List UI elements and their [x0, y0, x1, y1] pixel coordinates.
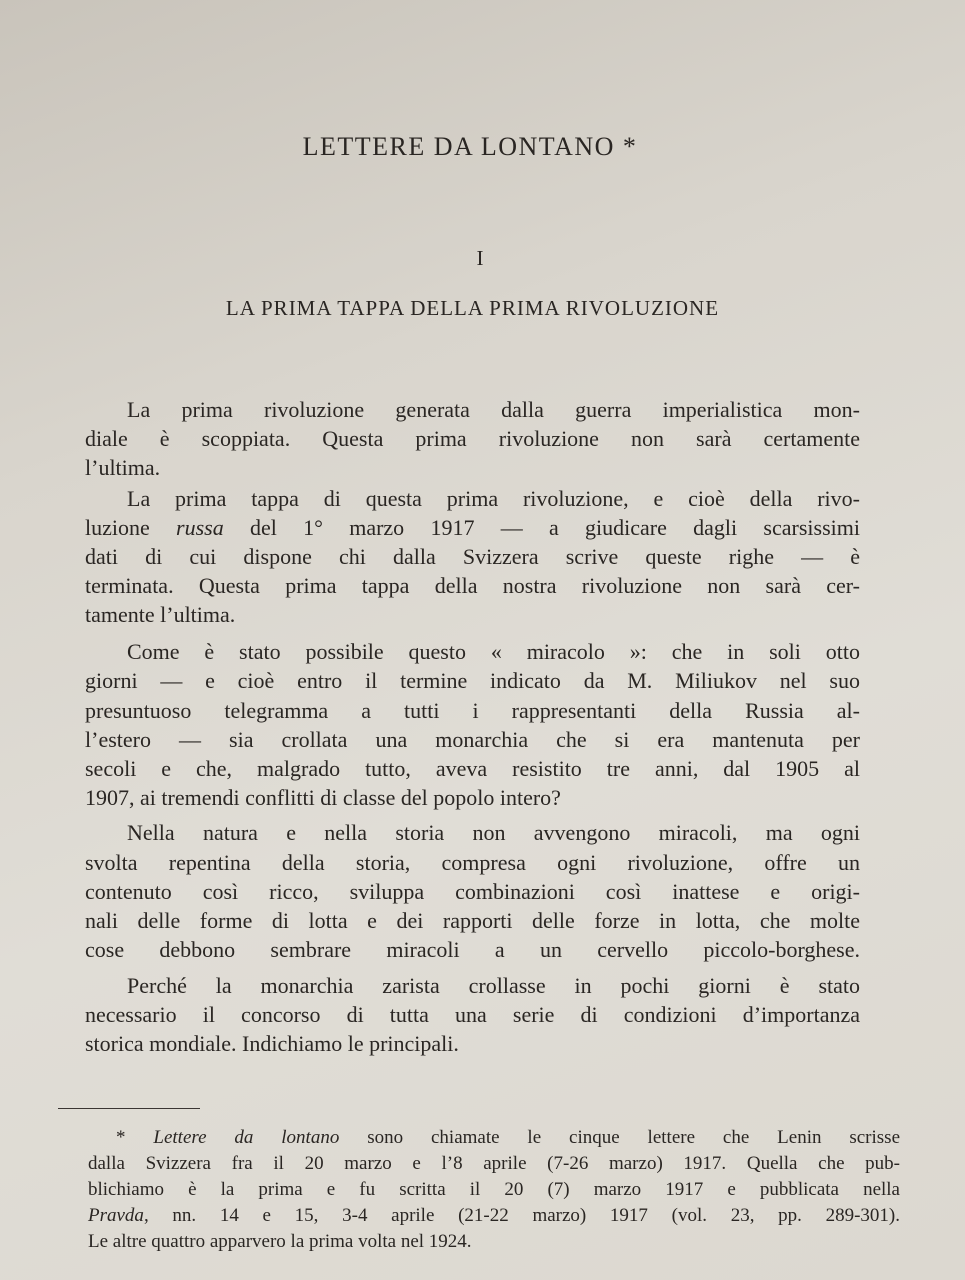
- body-line: necessario il concorso di tutta una serie di condizioni d’importanza: [85, 1002, 860, 1027]
- body-line: Nella natura e nella storia non avvengono miracoli, ma ogni: [127, 820, 860, 845]
- footnote-line: Le altre quattro apparvero la prima volta nel 1924.: [88, 1231, 472, 1252]
- body-line: La prima rivoluzione generata dalla guerra imperialistica mon-: [127, 397, 860, 422]
- text: del 1° marzo 1917 — a giudicare dagli scarsissimi: [223, 515, 860, 540]
- italic-text: Pravda: [88, 1205, 144, 1226]
- body-line: La prima tappa di questa prima rivoluzione, e cioè della rivo-: [127, 486, 860, 511]
- body-line: giorni — e cioè entro il termine indicato da M. Miliukov nel suo: [85, 668, 860, 693]
- body-line: 1907, ai tremendi conflitti di classe del popolo intero?: [85, 785, 561, 810]
- text: *: [116, 1127, 154, 1148]
- footnote-line: dalla Svizzera fra il 20 marzo e l’8 aprile (7-26 marzo) 1917. Quella che pub-: [88, 1153, 900, 1174]
- text: , nn. 14 e 15, 3-4 aprile (21-22 marzo) 1917 (vol. 23, pp. 289-301).: [143, 1205, 900, 1226]
- body-line: cose debbono sembrare miracoli a un cervello piccolo-borghese.: [85, 937, 860, 962]
- footnote-line: [88, 1203, 900, 1228]
- body-line: storica mondiale. Indichiamo le principali.: [85, 1031, 459, 1056]
- body-line: dati di cui dispone chi dalla Svizzera scrive queste righe — è: [85, 544, 860, 569]
- footnote-line: [116, 1125, 900, 1150]
- italic-text: Lettere da lontano: [153, 1127, 340, 1148]
- page-title: LETTERE DA LONTANO *: [302, 132, 638, 161]
- body-line: l’estero — sia crollata una monarchia che si era mantenuta per: [85, 727, 860, 752]
- footnote-divider: [58, 1108, 200, 1109]
- italic-text: russa: [176, 515, 224, 540]
- body-line: contenuto così ricco, sviluppa combinazioni così inattese e origi-: [85, 879, 860, 904]
- body-line: l’ultima.: [85, 455, 161, 480]
- body-line: terminata. Questa prima tappa della nostra rivoluzione non sarà cer-: [85, 573, 860, 598]
- body-line: nali delle forme di lotta e dei rapporti delle forze in lotta, che molte: [85, 908, 860, 933]
- body-line: Come è stato possibile questo « miracolo »: che in soli otto: [127, 639, 860, 664]
- footnote-line: blichiamo è la prima e fu scritta il 20 (7) marzo 1917 e pubblicata nella: [88, 1179, 900, 1200]
- body-line: [85, 513, 860, 542]
- body-line: Perché la monarchia zarista crollasse in pochi giorni è stato: [127, 973, 860, 998]
- body-line: diale è scoppiata. Questa prima rivoluzione non sarà certamente: [85, 426, 860, 451]
- text: luzione: [85, 515, 177, 540]
- body-line: secoli e che, malgrado tutto, aveva resistito tre anni, dal 1905 al: [85, 756, 860, 781]
- body-line: tamente l’ultima.: [85, 602, 236, 627]
- chapter-title: LA PRIMA TAPPA DELLA PRIMA RIVOLUZIONE: [225, 296, 720, 320]
- chapter-number: I: [476, 246, 484, 270]
- text: sono chiamate le cinque lettere che Lenin scrisse: [339, 1127, 901, 1148]
- body-line: presuntuoso telegramma a tutti i rappresentanti della Russia al-: [85, 698, 860, 723]
- body-line: svolta repentina della storia, compresa ogni rivoluzione, offre un: [85, 850, 860, 875]
